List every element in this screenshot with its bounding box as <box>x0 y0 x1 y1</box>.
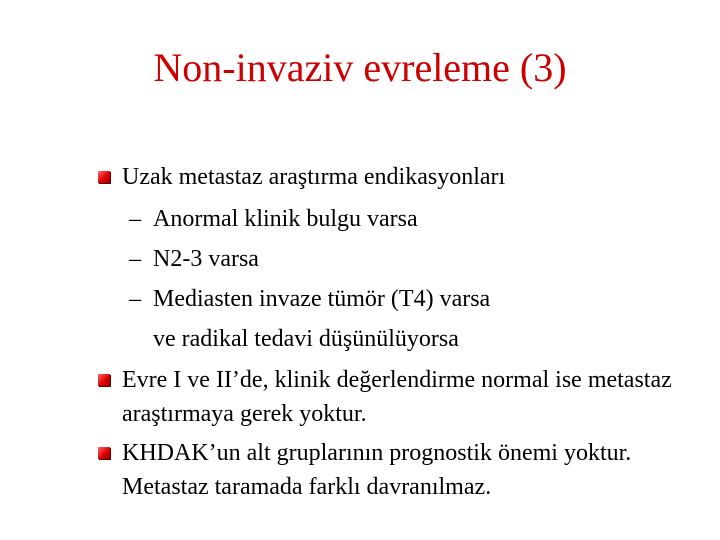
dash-marker: – <box>129 206 141 232</box>
sub-item-text: N2-3 varsa <box>153 246 259 272</box>
sub-item <box>129 279 669 319</box>
bullet-text: Evre I ve II’de, klinik değerlendirme normal ise metastaz araştırmaya gerek yoktur. <box>122 367 672 427</box>
sub-item-text: Anormal klinik bulgu varsa <box>153 206 418 232</box>
sub-item-text: Mediasten invaze tümör (T4) varsa <box>153 286 491 312</box>
bullet-text: KHDAK’un alt gruplarının prognostik önemi yoktur. Metastaz taramada farklı davranılmaz. <box>122 440 632 500</box>
red-square-bullet-icon <box>98 374 110 386</box>
sub-item <box>129 199 669 239</box>
slide-title: Non-invaziv evreleme (3) <box>153 45 567 90</box>
dash-marker: – <box>129 286 141 312</box>
sub-item-text: ve radikal tedavi düşünülüyorsa <box>153 326 459 352</box>
red-square-bullet-icon <box>98 171 110 183</box>
red-square-bullet-icon <box>98 447 110 459</box>
sub-item <box>129 239 669 279</box>
bullet-text: Uzak metastaz araştırma endikasyonları <box>122 164 506 190</box>
dash-marker: – <box>129 246 141 272</box>
sub-item-continuation <box>129 319 669 359</box>
